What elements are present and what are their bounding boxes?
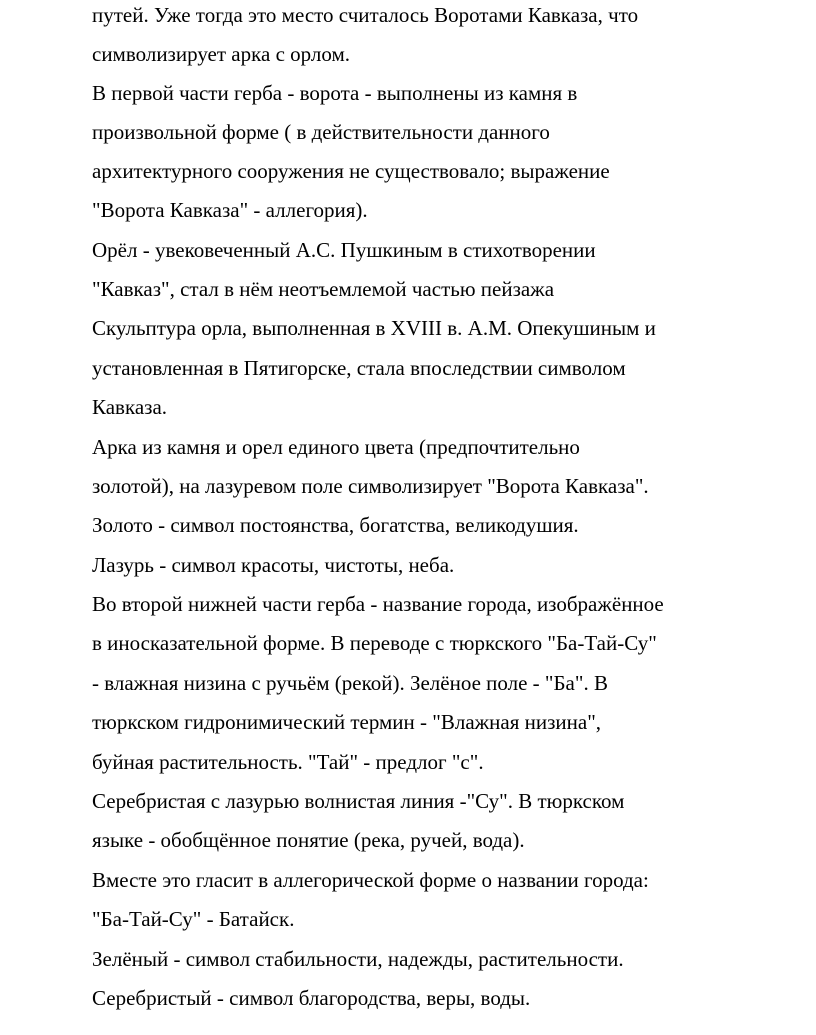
- text-line-4: произвольной форме ( в действительности данного: [92, 120, 550, 144]
- text-line-8: "Кавказ", стал в нём неотъемлемой частью пейзажа: [92, 277, 555, 301]
- text-line-2: символизирует арка с орлом.: [92, 42, 350, 66]
- text-line-26: Серебристый - символ благородства, веры, воды.: [92, 986, 531, 1010]
- text-line-12: Арка из камня и орел единого цвета (предпочтительно: [92, 435, 580, 459]
- text-line-20: буйная растительность. "Тай" - предлог "с".: [92, 750, 484, 774]
- text-line-13: золотой), на лазуревом поле символизирует "Ворота Кавказа".: [92, 474, 649, 498]
- text-line-23: Вместе это гласит в аллегорической форме о названии города:: [92, 868, 649, 892]
- text-line-18: - влажная низина с ручьём (рекой). Зелёное поле - "Ба". В: [92, 671, 608, 695]
- text-line-17: в иносказательной форме. В переводе с тюркского "Ба-Тай-Су": [92, 631, 657, 655]
- text-line-6: "Ворота Кавказа" - аллегория).: [92, 198, 368, 222]
- text-line-24: "Ба-Тай-Су" - Батайск.: [92, 907, 295, 931]
- text-line-19: тюркском гидронимический термин - "Влажная низина",: [92, 710, 602, 734]
- text-line-9: Скульптура орла, выполненная в XVIII в. А.М. Опекушиным и: [92, 316, 656, 340]
- text-line-15: Лазурь - символ красоты, чистоты, неба.: [92, 553, 455, 577]
- text-line-22: языке - обобщённое понятие (река, ручей, вода).: [92, 828, 525, 852]
- text-line-5: архитектурного сооружения не существовало; выражение: [92, 159, 610, 183]
- text-line-10: установленная в Пятигорске, стала впоследствии символом: [92, 356, 626, 380]
- text-line-16: Во второй нижней части герба - название города, изображённое: [92, 592, 664, 616]
- text-line-11: Кавказа.: [92, 395, 168, 419]
- text-line-14: Золото - символ постоянства, богатства, великодушия.: [92, 513, 579, 537]
- text-line-1: путей. Уже тогда это место считалось Воротами Кавказа, что: [92, 3, 639, 27]
- text-line-21: Серебристая с лазурью волнистая линия -"Су". В тюркском: [92, 789, 625, 813]
- text-line-25: Зелёный - символ стабильности, надежды, растительности.: [92, 947, 624, 971]
- text-line-7: Орёл - увековеченный А.С. Пушкиным в стихотворении: [92, 238, 596, 262]
- text-line-3: В первой части герба - ворота - выполнены из камня в: [92, 81, 578, 105]
